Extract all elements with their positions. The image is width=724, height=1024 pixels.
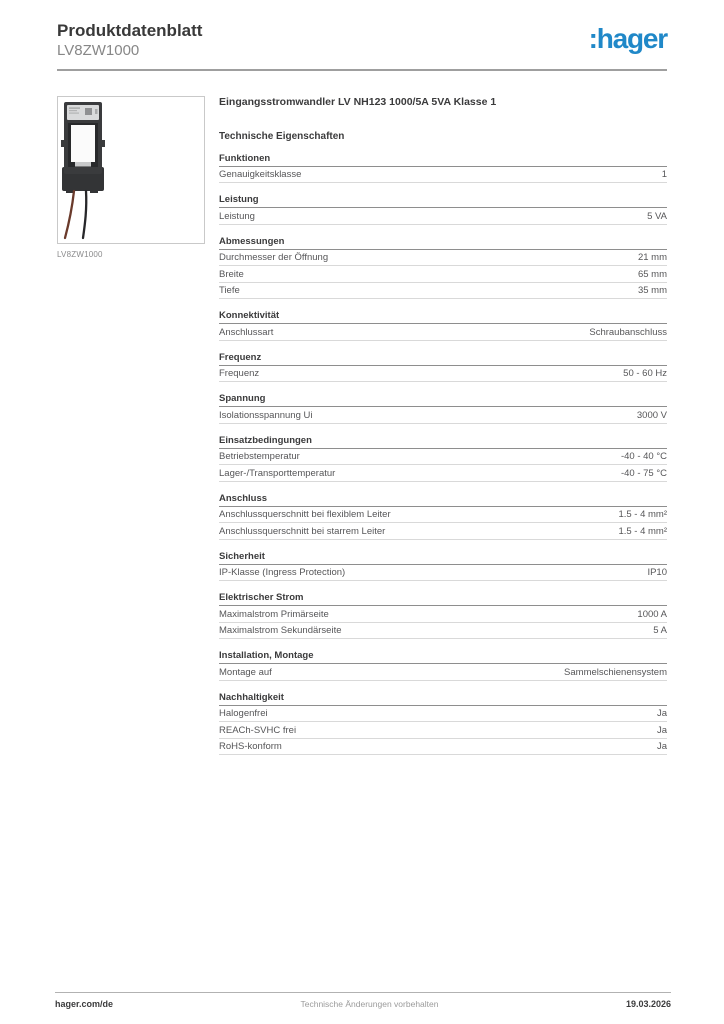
- hager-logo: :hager: [588, 23, 667, 54]
- spec-row: [219, 623, 667, 640]
- section-rows: [219, 366, 667, 383]
- spec-row: [219, 565, 667, 582]
- section-rows: [219, 167, 667, 184]
- spec-section: [219, 435, 667, 482]
- spec-value: Schraubanschluss: [589, 326, 667, 338]
- section-rows: [219, 606, 667, 639]
- spec-row: [219, 706, 667, 723]
- section-rows: [219, 664, 667, 681]
- spec-value: 5 VA: [647, 210, 667, 222]
- spec-value: 1.5 - 4 mm²: [618, 525, 667, 537]
- footer: [55, 992, 671, 1009]
- spec-value: 21 mm: [637, 252, 667, 264]
- spec-label: Maximalstrom Sekundärseite: [219, 625, 342, 637]
- spec-label: Lager-/Transporttemperatur: [219, 467, 336, 479]
- spec-value: Ja: [656, 741, 667, 753]
- spec-section: [219, 592, 667, 639]
- document-header: [57, 21, 667, 60]
- section-title: Installation, Montage: [219, 650, 667, 664]
- section-rows: [219, 407, 667, 424]
- spec-row: [219, 606, 667, 623]
- section-title: Frequenz: [219, 352, 667, 366]
- specs-heading: Technische Eigenschaften: [219, 130, 345, 142]
- spec-label: Frequenz: [219, 368, 260, 380]
- spec-row: [219, 449, 667, 466]
- spec-value: 1000 A: [637, 608, 667, 620]
- spec-label: Breite: [219, 268, 244, 280]
- product-image-caption: LV8ZW1000: [57, 249, 103, 259]
- spec-section: [219, 310, 667, 341]
- section-rows: [219, 706, 667, 756]
- spec-section: [219, 551, 667, 582]
- section-title: Sicherheit: [219, 551, 667, 565]
- spec-row: [219, 283, 667, 300]
- spec-section: [219, 236, 667, 300]
- spec-row: [219, 250, 667, 267]
- spec-value: 5 A: [653, 625, 667, 637]
- spec-label: Durchmesser der Öffnung: [219, 252, 329, 264]
- spec-label: Genauigkeitsklasse: [219, 169, 302, 181]
- spec-label: Betriebstemperatur: [219, 451, 300, 463]
- spec-row: [219, 266, 667, 283]
- spec-section: [219, 650, 667, 681]
- spec-section: [219, 692, 667, 756]
- spec-value: 1: [661, 169, 667, 181]
- spec-value: IP10: [647, 567, 667, 579]
- spec-row: [219, 324, 667, 341]
- spec-label: Leistung: [219, 210, 255, 222]
- spec-section: [219, 393, 667, 424]
- spec-value: 65 mm: [637, 268, 667, 280]
- section-rows: [219, 208, 667, 225]
- spec-row: [219, 366, 667, 383]
- spec-label: Isolationsspannung Ui: [219, 409, 313, 421]
- spec-value: 35 mm: [637, 285, 667, 297]
- spec-value: -40 - 75 °C: [620, 467, 667, 479]
- spec-label: Anschlussquerschnitt bei starrem Leiter: [219, 525, 386, 537]
- section-rows: [219, 324, 667, 341]
- spec-label: Tiefe: [219, 285, 240, 297]
- footer-url: hager.com/de: [55, 999, 114, 1009]
- spec-label: IP-Klasse (Ingress Protection): [219, 567, 346, 579]
- spec-label: Montage auf: [219, 666, 272, 678]
- spec-section: [219, 352, 667, 383]
- spec-row: [219, 523, 667, 540]
- section-title: Anschluss: [219, 493, 667, 507]
- spec-label: Anschlussart: [219, 326, 274, 338]
- product-photo: [58, 97, 204, 243]
- spec-value: 1.5 - 4 mm²: [618, 509, 667, 521]
- spec-row: [219, 664, 667, 681]
- spec-value: Sammelschienensystem: [564, 666, 667, 678]
- section-rows: [219, 250, 667, 300]
- section-rows: [219, 507, 667, 540]
- section-title: Leistung: [219, 194, 667, 208]
- spec-section: [219, 493, 667, 540]
- spec-sections: [219, 153, 667, 756]
- footer-notice: Technische Änderungen vorbehalten: [300, 999, 439, 1009]
- spec-row: [219, 739, 667, 756]
- spec-row: [219, 507, 667, 524]
- spec-label: Maximalstrom Primärseite: [219, 608, 329, 620]
- product-image-frame: [57, 96, 205, 244]
- spec-label: Anschlussquerschnitt bei flexiblem Leiter: [219, 509, 391, 521]
- spec-label: Halogenfrei: [219, 708, 268, 720]
- section-title: Abmessungen: [219, 236, 667, 250]
- spec-column: [219, 96, 667, 756]
- product-title: Eingangsstromwandler LV NH123 1000/5A 5VA Klasse 1: [219, 95, 497, 108]
- section-title: Funktionen: [219, 153, 667, 167]
- product-image-column: [57, 96, 205, 756]
- spec-value: Ja: [656, 724, 667, 736]
- footer-date: 19.03.2026: [625, 999, 671, 1009]
- spec-value: 3000 V: [636, 409, 667, 421]
- spec-row: [219, 167, 667, 184]
- section-title: Elektrischer Strom: [219, 592, 667, 606]
- spec-row: [219, 465, 667, 482]
- spec-row: [219, 722, 667, 739]
- section-title: Einsatzbedingungen: [219, 435, 667, 449]
- section-title: Spannung: [219, 393, 667, 407]
- spec-value: Ja: [656, 708, 667, 720]
- main-area: [57, 96, 667, 756]
- spec-value: 50 - 60 Hz: [623, 368, 667, 380]
- page-subtitle: LV8ZW1000: [57, 42, 140, 60]
- page-title: Produktdatenblatt: [57, 21, 203, 40]
- spec-label: REACh-SVHC frei: [219, 724, 297, 736]
- spec-section: [219, 153, 667, 184]
- section-title: Nachhaltigkeit: [219, 692, 667, 706]
- spec-label: RoHS-konform: [219, 741, 282, 753]
- section-rows: [219, 449, 667, 482]
- section-rows: [219, 565, 667, 582]
- spec-section: [219, 194, 667, 225]
- header-divider: [57, 69, 667, 71]
- spec-value: -40 - 40 °C: [620, 451, 667, 463]
- spec-row: [219, 208, 667, 225]
- section-title: Konnektivität: [219, 310, 667, 324]
- spec-row: [219, 407, 667, 424]
